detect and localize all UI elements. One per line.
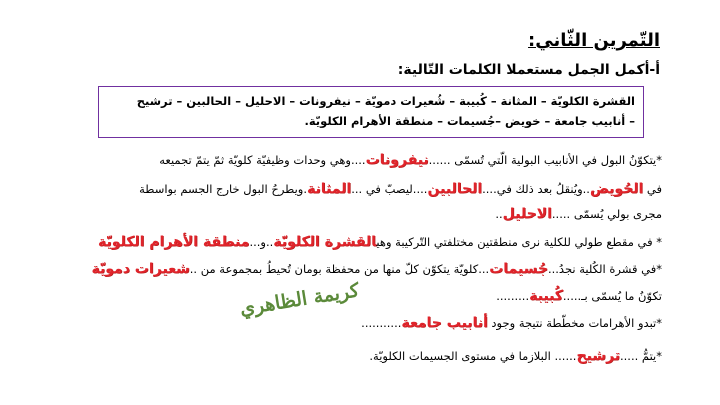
sentence-text: في <box>643 182 662 196</box>
word-bank-box <box>98 86 644 138</box>
sentence-1 <box>159 150 662 170</box>
sentence-7 <box>361 313 662 333</box>
answer-word: الاحليل <box>502 206 552 222</box>
sentence-text: مجرى بولي يُسمّى ..... <box>551 207 662 221</box>
sentence-text: *تبدو الأهرامات مخطّطة نتيجة وجود <box>487 316 662 330</box>
sentence-text: .. <box>495 207 503 221</box>
exercise-title: التّمرين الثّاني: <box>528 30 660 51</box>
instruction-text: أ-أكمل الجمل مستعملا الكلمات التّالية: <box>397 62 660 78</box>
sentence-5 <box>92 259 662 279</box>
sentence-6 <box>496 286 662 306</box>
sentence-text: ...كلويّة يتكوّن كلّ منها من محفظة بومان تُحيطُ بمجموعة من .. <box>189 262 490 276</box>
sentence-text: ...... البلازما في مستوى الجسيمات الكلويّة. <box>369 349 577 363</box>
answer-word: أنابيب جامعة <box>401 315 488 331</box>
sentence-text: .ويطرحُ البول خارج الجسم بواسطة <box>139 182 308 196</box>
answer-word: المثانة <box>307 181 352 197</box>
answer-word: شعيرات دمويّة <box>91 261 190 277</box>
word-bank-line-2: – أنابيب جامعة – خويض –جُسيمات – منطقة الأهرام الكلويّة. <box>304 114 635 128</box>
sentence-text: ......... <box>496 289 530 303</box>
sentence-4 <box>98 232 662 252</box>
sentence-text: ..و... <box>249 235 274 249</box>
answer-word: ترشيح <box>576 348 620 364</box>
sentence-3 <box>495 204 662 224</box>
answer-word: الحُويض <box>589 181 644 197</box>
sentence-text: *يتكوّنُ البول في الأنابيب البولية الّتي تُسمّى ...... <box>428 153 662 167</box>
sentence-text: * في مقطع طولي للكلية نرى منطقتين مختلفتي التّركيبة وهي <box>376 235 662 249</box>
sentence-8 <box>369 346 662 366</box>
sentence-text: ..ويُنقلُ بعد ذلك في.... <box>482 182 590 196</box>
answer-word: منطقة الأهرام الكلويّة <box>97 234 250 250</box>
author-signature: كريمة الظاهري <box>238 279 361 320</box>
answer-word: القشرة الكلويّة <box>273 234 377 250</box>
sentence-text: *يتمُّ ..... <box>619 349 662 363</box>
answer-word: نيفرونات <box>365 152 429 168</box>
sentence-text: *في قشرة الكُلية نجدُ... <box>547 262 662 276</box>
sentence-text: تكوّنُ ما يُسمّى بـ..... <box>562 289 662 303</box>
sentence-2 <box>139 179 662 199</box>
answer-word: الحالبين <box>427 181 483 197</box>
answer-word: كُبيبة <box>529 288 563 304</box>
sentence-text: ........... <box>361 316 402 330</box>
sentence-text: ....وهي وحدات وظيفيّة كلويّة ثمّ يتمّ تجميعه <box>159 153 366 167</box>
word-bank-line-1: القشرة الكلويّة – المثانة – كُبيبة – شُعيرات دمويّة – نيفرونات – الاحليل – الحالبين – ترشيح <box>136 94 635 108</box>
answer-word: جُسيمات <box>489 261 548 277</box>
sentence-text: ....ليصبّ في ... <box>351 182 428 196</box>
